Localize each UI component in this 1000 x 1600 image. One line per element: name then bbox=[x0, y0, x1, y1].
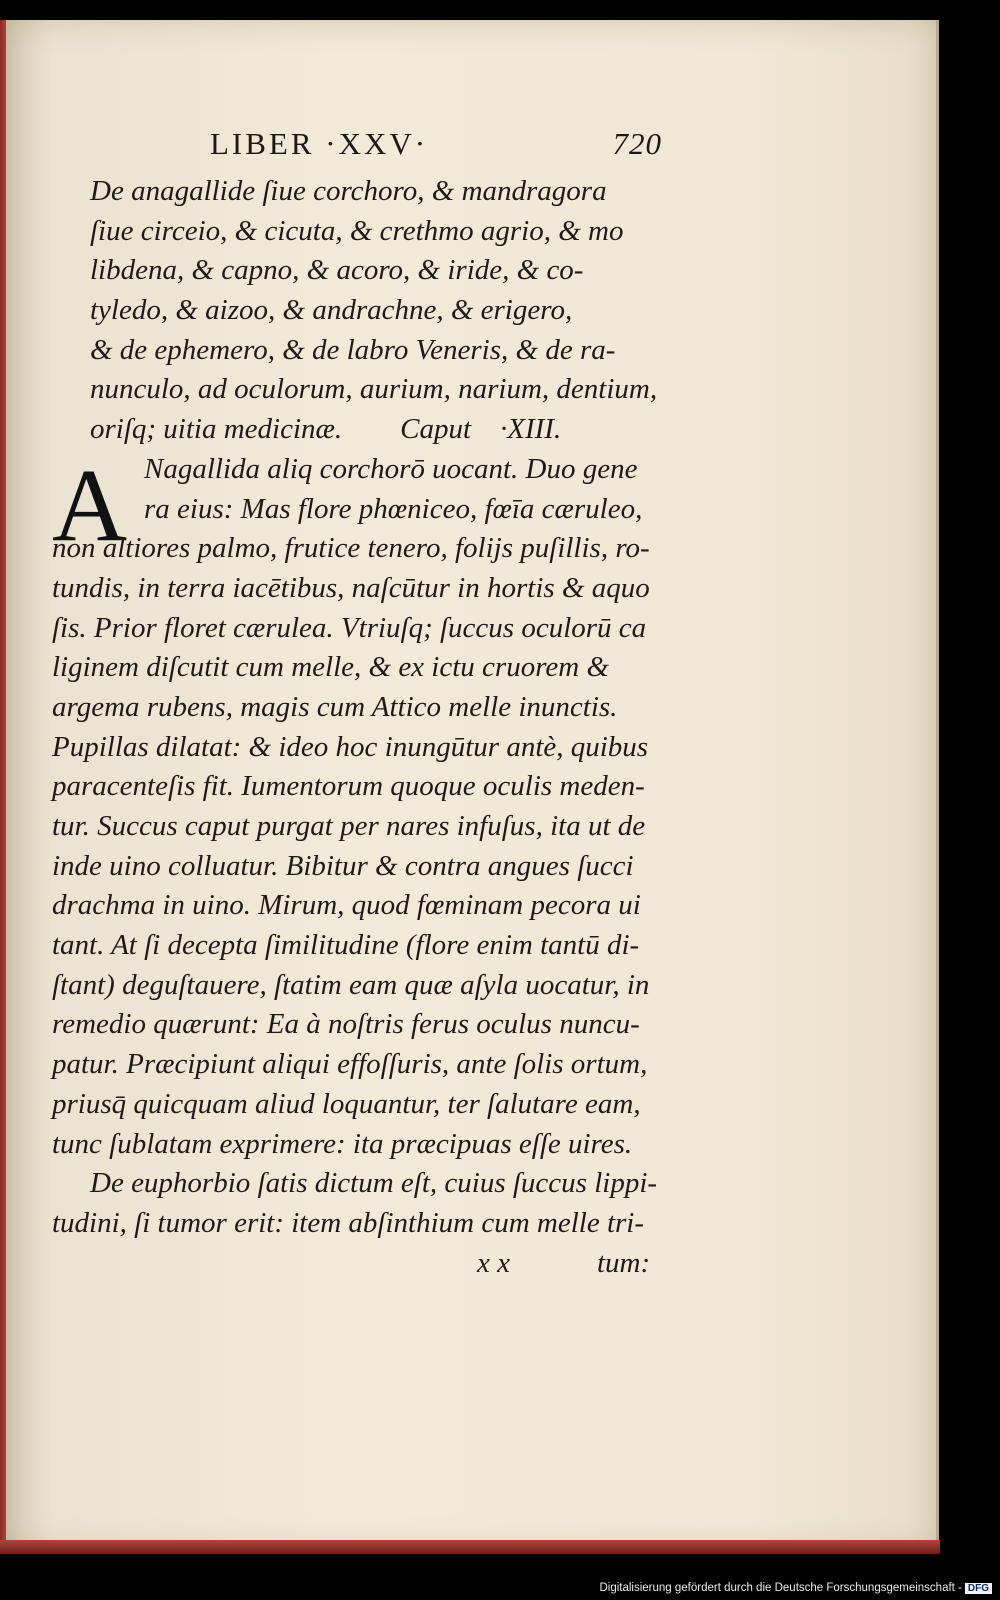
chapter-heading bbox=[52, 172, 662, 450]
text-line: tant. At ſi decepta ſimilitudine (flore enim tantū di- bbox=[52, 929, 640, 962]
signature-mark: x x bbox=[477, 1246, 510, 1279]
page-number: 720 bbox=[612, 126, 662, 161]
heading-line: ſiue circeio, & cicuta, & crethmo agrio, & mo bbox=[90, 214, 624, 247]
text-line: inde uino colluatur. Bibitur & contra angues ſucci bbox=[52, 849, 634, 882]
text-line: De euphorbio ſatis dictum eſt, cuius ſuccus lippi- bbox=[90, 1167, 658, 1200]
text-line: non altiores palmo, frutice tenero, folijs puſillis, ro- bbox=[52, 532, 650, 565]
text-line: tunc ſublatam exprimere: ita præcipuas eſſe uires. bbox=[52, 1127, 633, 1160]
heading-line: De anagallide ſiue corchoro, & mandragora bbox=[90, 175, 607, 207]
book-edge-bottom bbox=[0, 1540, 940, 1554]
running-title: LIBER ·XXV· bbox=[210, 126, 429, 161]
text-line: liginem diſcutit cum melle, & ex ictu cruorem & bbox=[52, 651, 610, 684]
heading-line: & de ephemero, & de labro Veneris, & de ra- bbox=[90, 333, 616, 366]
text-line: remedio quærunt: Ea à noſtris ferus oculus nuncu- bbox=[52, 1008, 640, 1041]
body-paragraph bbox=[52, 450, 662, 1164]
heading-line: libdena, & capno, & acoro, & iride, & co- bbox=[90, 254, 584, 287]
text-line: paracenteſis fit. Iumentorum quoque oculis meden- bbox=[52, 770, 645, 803]
catchline bbox=[52, 1244, 662, 1284]
page-header bbox=[210, 126, 662, 166]
digitization-footer bbox=[599, 1582, 992, 1594]
text-line: patur. Præcipiunt aliqui effoſſuris, ante ſolis ortum, bbox=[52, 1048, 648, 1081]
text-line: ſis. Prior floret cærulea. Vtriuſq; ſuccus oculorū ca bbox=[52, 611, 647, 644]
drop-cap: A bbox=[52, 448, 128, 563]
catchword: tum: bbox=[597, 1246, 651, 1279]
text-line: tur. Succus caput purgat per nares infuſus, ita ut de bbox=[52, 810, 646, 842]
text-line: ſtant) deguſtauere, ſtatim eam quæ aſyla uocatur, in bbox=[52, 968, 650, 1001]
page-text bbox=[52, 172, 662, 1284]
dfg-logo: DFG bbox=[965, 1583, 992, 1594]
heading-line: nunculo, ad oculorum, aurium, narium, dentium, bbox=[90, 373, 658, 406]
text-line: priusq̄ quicquam aliud loquantur, ter ſalutare eam, bbox=[52, 1087, 641, 1120]
text-line: argema rubens, magis cum Attico melle inunctis. bbox=[52, 690, 618, 723]
heading-line: tyledo, & aizoo, & andrachne, & erigero, bbox=[90, 294, 573, 327]
text-line: drachma in uino. Mirum, quod fœminam pecora ui bbox=[52, 889, 641, 922]
second-paragraph bbox=[52, 1164, 662, 1243]
text-line: tudini, ſi tumor erit: item abſinthium cum melle tri- bbox=[52, 1206, 645, 1239]
footer-credit: Digitalisierung gefördert durch die Deutsche Forschungsgemeinschaft - bbox=[599, 1582, 962, 1594]
heading-line: oriſq; uitia medicinæ. Caput ·XIII. bbox=[90, 413, 562, 446]
text-line: Nagallida aliq corchorō uocant. Duo gene bbox=[144, 452, 638, 485]
text-line: ra eius: Mas flore phœniceo, fœīa cæruleo, bbox=[144, 492, 643, 525]
text-line: tundis, in terra iacētibus, naſcūtur in hortis & aquo bbox=[52, 571, 650, 604]
text-line: Pupillas dilatat: & ideo hoc inungūtur antè, quibus bbox=[52, 730, 649, 763]
